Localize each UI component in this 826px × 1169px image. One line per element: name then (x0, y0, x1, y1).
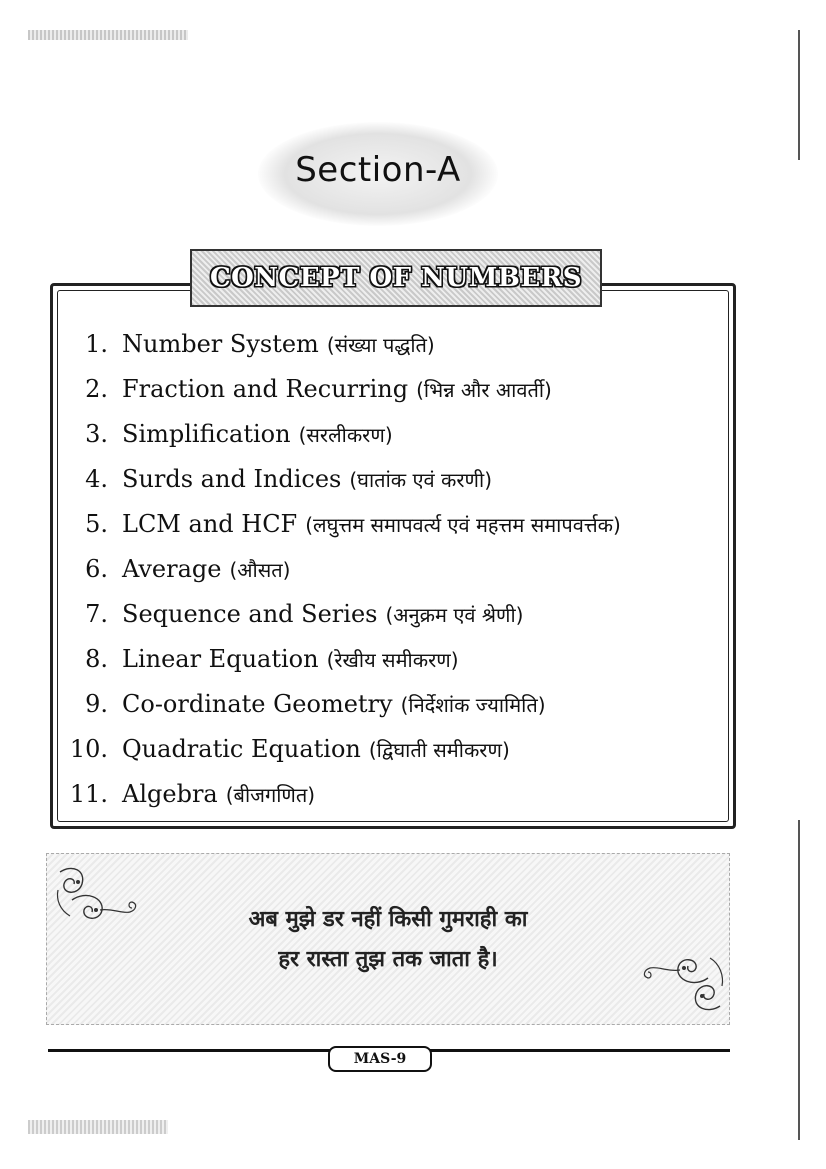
topic-title-hindi: (रेखीय समीकरण) (326, 648, 459, 672)
scan-edge-right-lower (798, 820, 800, 1140)
topic-item (60, 735, 730, 775)
topic-number: 6. (85, 555, 108, 583)
topic-title-hindi: (निर्देशांक ज्यामिति) (400, 693, 546, 717)
topic-title-english: Fraction and Recurring (122, 375, 409, 403)
topic-number: 10. (69, 735, 108, 763)
scan-edge-bottom (28, 1120, 168, 1134)
topic-item (60, 510, 730, 550)
topic-title-english: Linear Equation (122, 645, 319, 673)
topic-item (60, 555, 730, 595)
topic-item (60, 465, 730, 505)
quote-box (46, 853, 730, 1025)
topic-item (60, 375, 730, 415)
topic-number: 1. (85, 330, 108, 358)
section-header (258, 122, 498, 226)
topic-title-hindi: (लघुत्तम समापवर्त्य एवं महत्तम समापवर्त्तक) (305, 513, 621, 537)
topic-item (60, 645, 730, 685)
topic-title-english: Algebra (122, 780, 218, 808)
topic-number: 4. (85, 465, 108, 493)
topic-title-english: Surds and Indices (122, 465, 342, 493)
topic-number: 8. (85, 645, 108, 673)
topic-title-english: Simplification (122, 420, 291, 448)
topic-item (60, 780, 730, 820)
section-title: Section-A (295, 150, 461, 190)
topic-number: 7. (85, 600, 108, 628)
topic-number: 9. (85, 690, 108, 718)
topic-title-hindi: (अनुक्रम एवं श्रेणी) (385, 603, 524, 627)
topic-title-english: LCM and HCF (122, 510, 298, 538)
concept-banner-title: CONCEPT OF NUMBERS (209, 263, 583, 293)
topic-title-english: Sequence and Series (122, 600, 378, 628)
page-number-badge: MAS-9 (328, 1046, 432, 1072)
topic-number: 2. (85, 375, 108, 403)
topic-title-english: Average (122, 555, 222, 583)
quote-line-2: हर रास्ता तुझ तक जाता है। (278, 947, 498, 972)
topic-item (60, 600, 730, 640)
concept-banner (190, 249, 602, 307)
topic-item (60, 330, 730, 370)
topic-title-hindi: (घातांक एवं करणी) (349, 468, 492, 492)
topic-title-english: Quadratic Equation (122, 735, 361, 763)
topic-title-hindi: (संख्या पद्धति) (326, 333, 435, 357)
topic-number: 11. (69, 780, 108, 808)
topic-title-hindi: (भिन्न और आवर्ती) (416, 378, 552, 402)
scan-edge-right (798, 30, 800, 160)
scan-edge-top (28, 30, 188, 40)
topic-title-hindi: (सरलीकरण) (298, 423, 393, 447)
topic-item (60, 690, 730, 730)
topic-title-hindi: (बीजगणित) (225, 783, 316, 807)
topic-title-english: Co-ordinate Geometry (122, 690, 393, 718)
topic-number: 5. (85, 510, 108, 538)
topic-title-english: Number System (122, 330, 319, 358)
topic-title-hindi: (औसत) (229, 558, 291, 582)
topic-item (60, 420, 730, 460)
topic-number: 3. (85, 420, 108, 448)
quote-line-1: अब मुझे डर नहीं किसी गुमराही का (248, 907, 528, 932)
topic-title-hindi: (द्विघाती समीकरण) (368, 738, 510, 762)
